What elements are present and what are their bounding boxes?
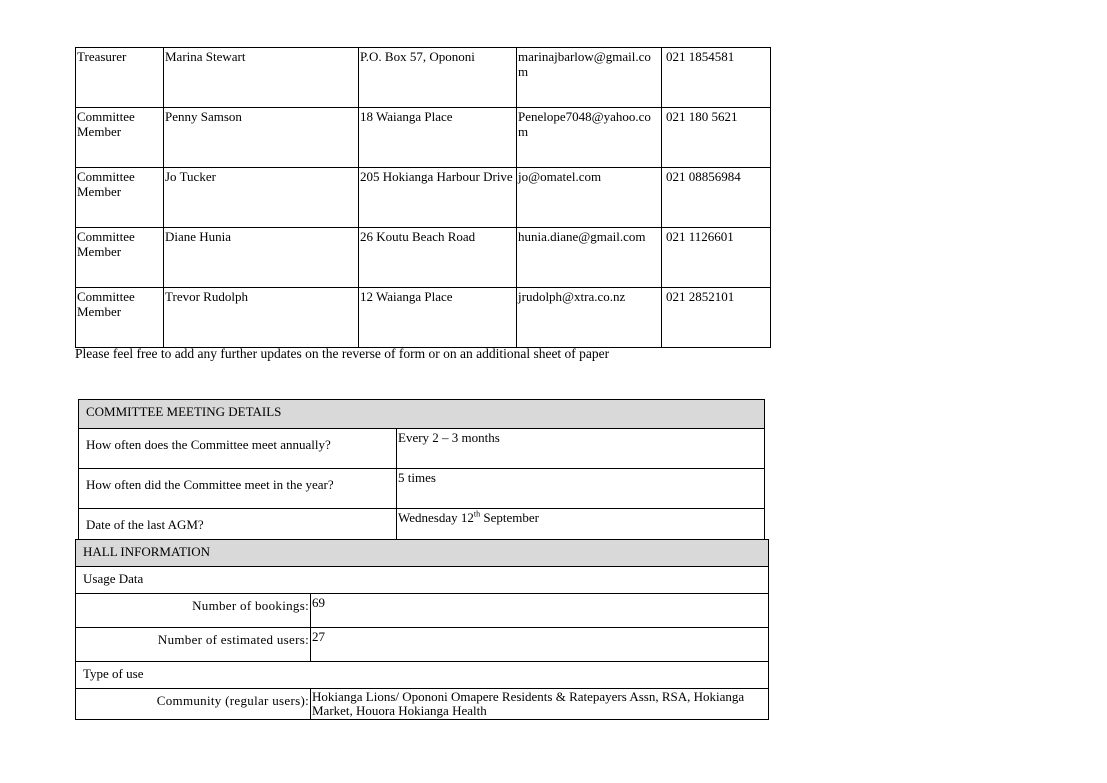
table-header-row [76,540,769,567]
role-cell: Committee Member [76,108,164,168]
agm-date-ordinal: th [473,509,481,519]
table-row [76,662,769,689]
table-row [79,429,765,469]
role-cell: Committee Member [76,288,164,348]
type-of-use-heading: Type of use [76,662,769,689]
meeting-answer: 5 times [397,469,765,509]
table-row [76,168,771,228]
email-cell: Penelope7048@yahoo.com [517,108,662,168]
table-row [76,228,771,288]
role-cell: Committee Member [76,228,164,288]
address-cell: 205 Hokianga Harbour Drive [359,168,517,228]
agm-question: Date of the last AGM? [79,509,397,549]
bookings-value: 69 [311,594,769,628]
name-cell: Diane Hunia [164,228,359,288]
email-cell: jrudolph@xtra.co.nz [517,288,662,348]
committee-meeting-details-table [78,399,765,549]
table-row [76,628,769,662]
email-cell: hunia.diane@gmail.com [517,228,662,288]
phone-cell: 021 180 5621 [662,108,771,168]
table-row [76,108,771,168]
hall-information-table [75,539,769,720]
table-row [76,48,771,108]
table-row [76,567,769,594]
name-cell: Marina Stewart [164,48,359,108]
name-cell: Jo Tucker [164,168,359,228]
role-cell: Committee Member [76,168,164,228]
name-cell: Trevor Rudolph [164,288,359,348]
committee-members-table [75,47,771,348]
meeting-question: How often does the Committee meet annually? [79,429,397,469]
meeting-question: How often did the Committee meet in the year? [79,469,397,509]
phone-cell: 021 1854581 [662,48,771,108]
table-row [76,288,771,348]
address-cell: 12 Waianga Place [359,288,517,348]
agm-date-text: Wednesday 12 [398,510,474,525]
meeting-answer: Every 2 – 3 months [397,429,765,469]
usage-data-heading: Usage Data [76,567,769,594]
phone-cell: 021 2852101 [662,288,771,348]
role-cell: Treasurer [76,48,164,108]
address-cell: P.O. Box 57, Opononi [359,48,517,108]
phone-cell: 021 1126601 [662,228,771,288]
table-header-row [79,400,765,429]
phone-cell: 021 08856984 [662,168,771,228]
further-updates-note: Please feel free to add any further updates on the reverse of form or on an additional sheet of paper [75,346,610,361]
agm-date-month: September [480,510,539,525]
name-cell: Penny Samson [164,108,359,168]
email-cell: marinajbarlow@gmail.com [517,48,662,108]
community-value: Hokianga Lions/ Opononi Omapere Residents & Ratepayers Assn, RSA, Hokianga Market, Houora Hokianga Health [311,689,769,720]
community-label: Community (regular users): [76,689,311,720]
estimated-users-label: Number of estimated users: [76,628,311,662]
email-cell: jo@omatel.com [517,168,662,228]
table-row [79,469,765,509]
bookings-label: Number of bookings: [76,594,311,628]
address-cell: 18 Waianga Place [359,108,517,168]
table-row [76,594,769,628]
table-row [76,689,769,720]
meeting-details-heading: COMMITTEE MEETING DETAILS [79,400,765,429]
estimated-users-value: 27 [311,628,769,662]
hall-information-heading: HALL INFORMATION [76,540,769,567]
address-cell: 26 Koutu Beach Road [359,228,517,288]
